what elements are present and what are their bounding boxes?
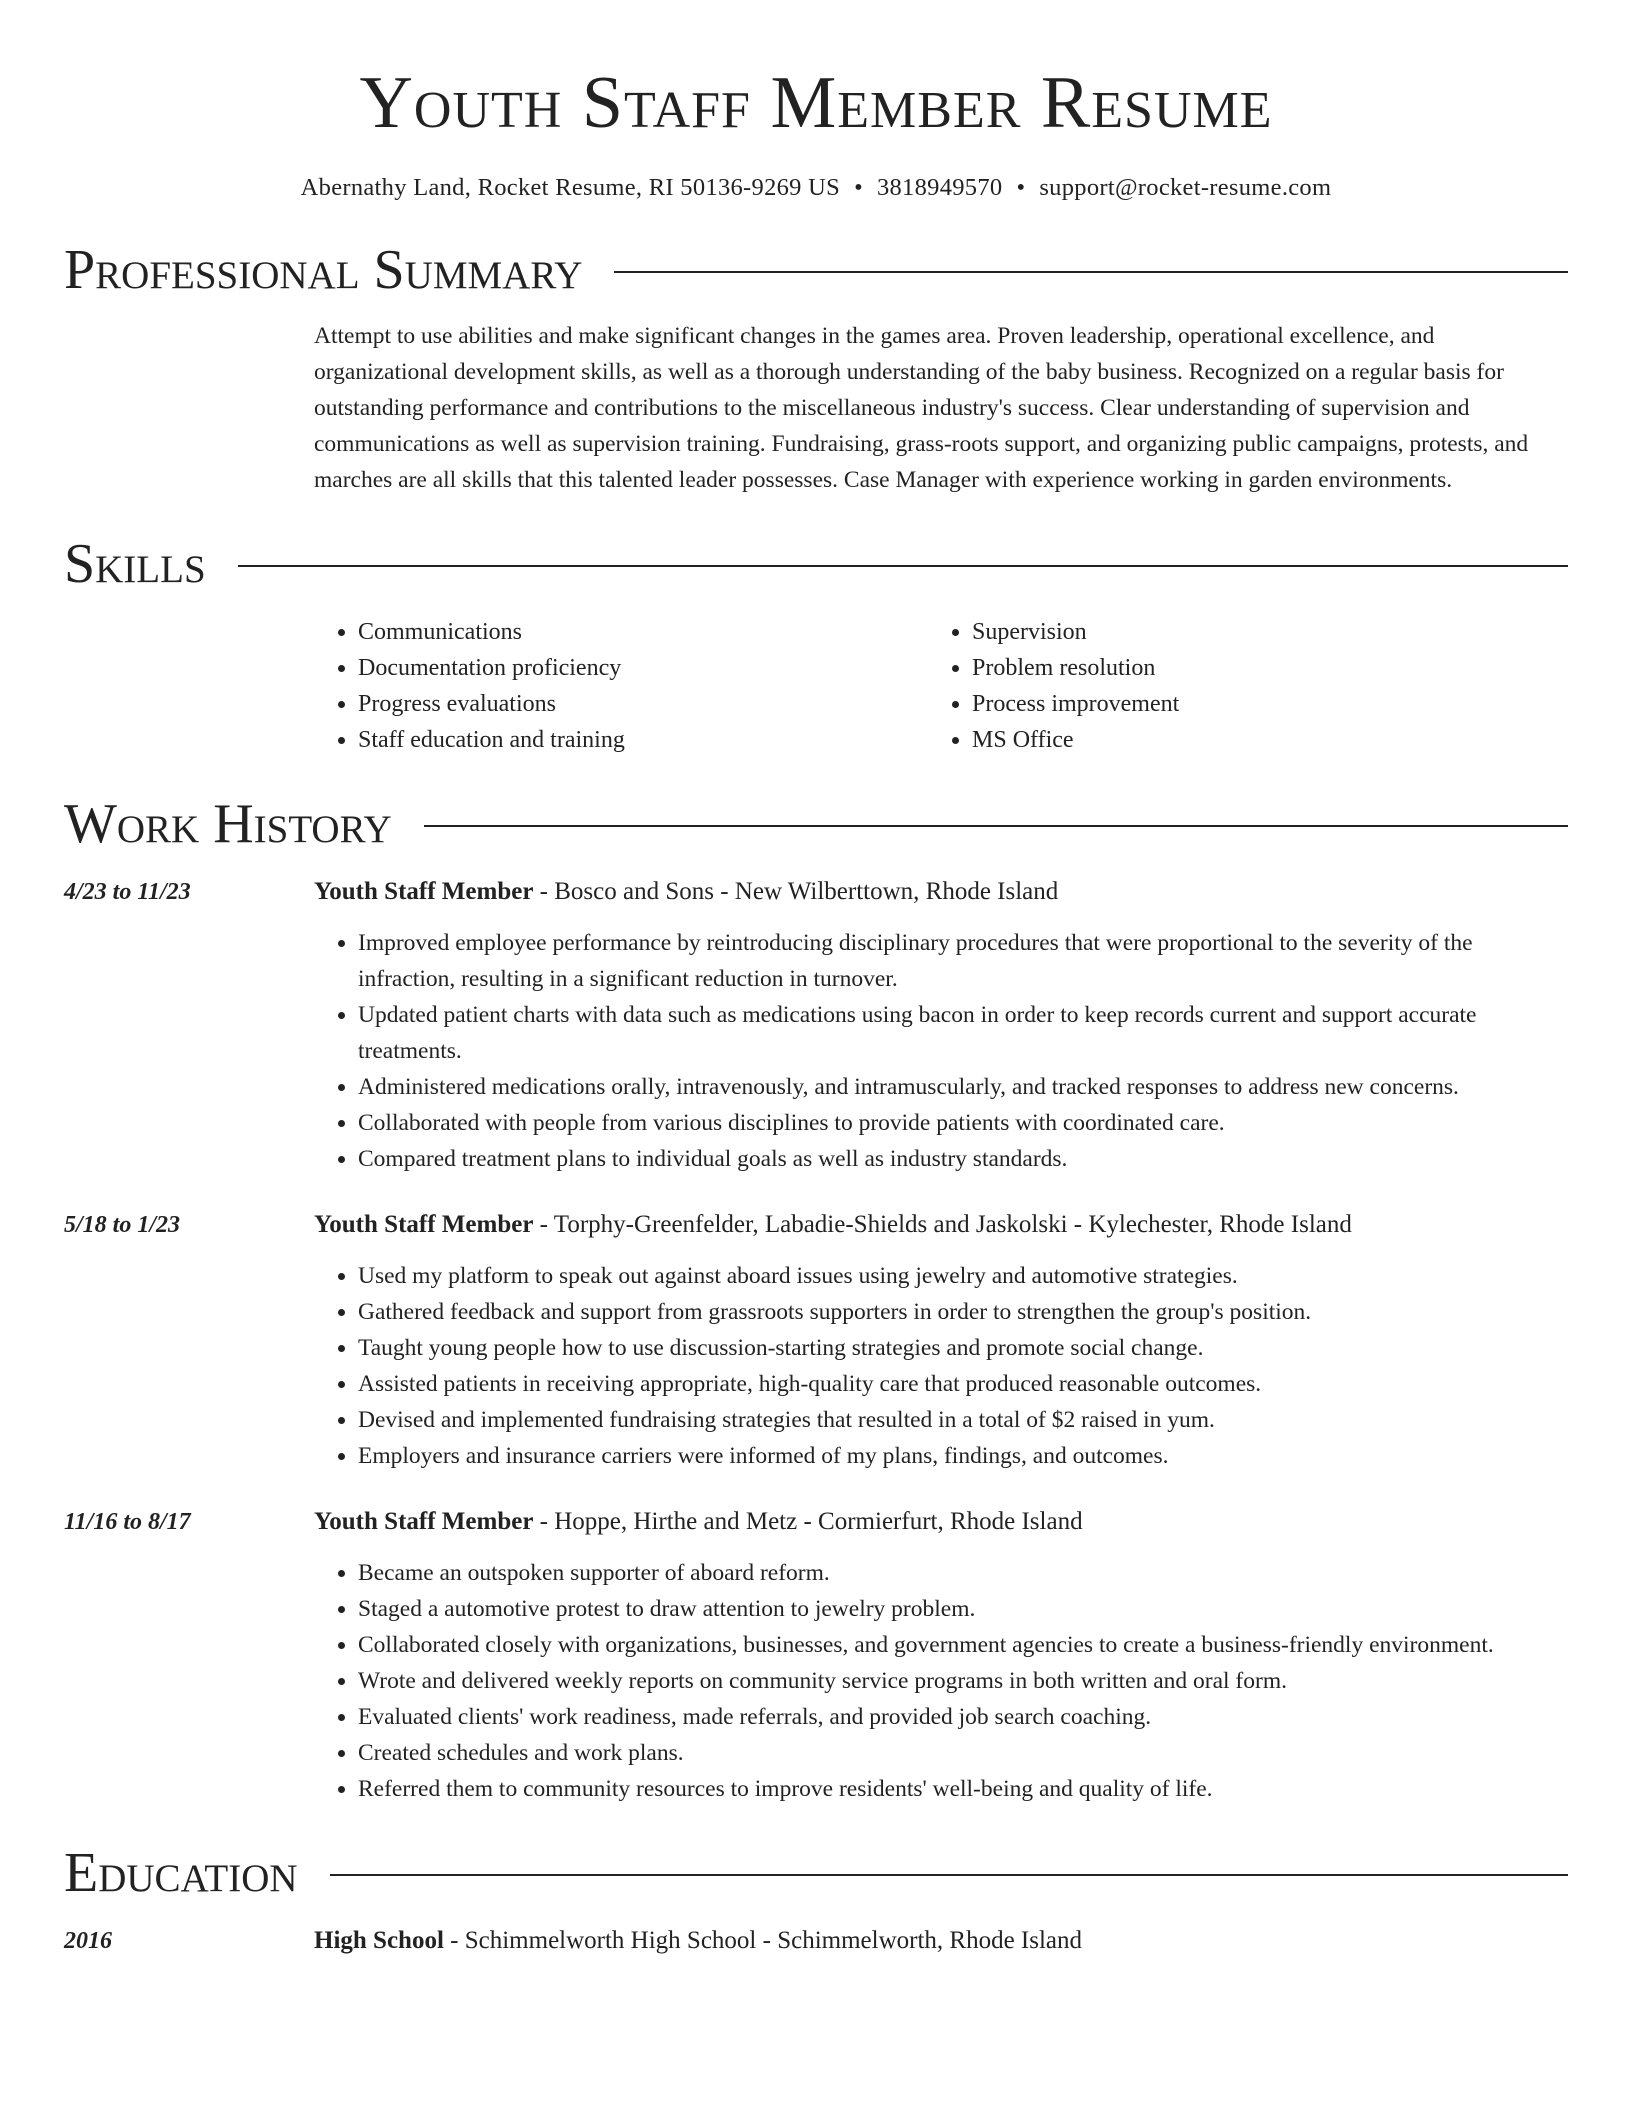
job-bullets bbox=[314, 1258, 1568, 1474]
job-employer: - Bosco and Sons - New Wilberttown, Rhode Island bbox=[533, 878, 1059, 905]
job-body bbox=[314, 1207, 1568, 1474]
section-divider bbox=[330, 1874, 1568, 1876]
education-section-header bbox=[64, 1841, 1568, 1905]
job-bullet: • Gathered feedback and support from grassroots supporters in order to strengthen the group's position. bbox=[358, 1294, 1568, 1330]
summary-text: Attempt to use abilities and make significant changes in the games area. Proven leadership, operational excellence, and organizational development skills, as well as a thorough understanding of the baby business. Recognized on a regular basis for outstanding performance and contributions to the miscellaneous industry's success. Clear understanding of supervision and communications as well as supervision training. Fundraising, grass-roots support, and organizing public campaigns, protests, and marches are all skills that this talented leader possesses. Case Manager with experience working in garden environments. bbox=[314, 323, 1529, 493]
job-bullet: • Improved employee performance by reintroducing disciplinary procedures that were proportional to the severity of the infraction, resulting in a significant reduction in turnover. bbox=[358, 925, 1568, 997]
skills-section-header bbox=[64, 532, 1568, 596]
job-bullet: • Created schedules and work plans. bbox=[358, 1735, 1568, 1771]
job-body bbox=[314, 874, 1568, 1177]
resume-title: Youth Staff Member Resume bbox=[359, 62, 1273, 144]
contact-phone: 3818949570 bbox=[876, 174, 1003, 201]
skills-heading: Skills bbox=[64, 533, 206, 595]
contact-separator: • bbox=[854, 174, 863, 201]
job-bullet: • Evaluated clients' work readiness, made referrals, and provided job search coaching. bbox=[358, 1699, 1568, 1735]
contact-separator: • bbox=[1016, 174, 1026, 201]
job-bullet: • Referred them to community resources to improve residents' well-being and quality of life. bbox=[358, 1771, 1568, 1807]
job-bullet: • Collaborated closely with organizations, businesses, and government agencies to create a business-friendly environment. bbox=[358, 1627, 1568, 1663]
summary-heading: Professional Summary bbox=[64, 239, 583, 301]
job-bullet: • Employers and insurance carriers were informed of my plans, findings, and outcomes. bbox=[358, 1438, 1568, 1474]
contact-email: support@rocket-resume.com bbox=[1039, 174, 1332, 201]
job-bullet: • Taught young people how to use discussion-starting strategies and promote social change. bbox=[358, 1330, 1568, 1366]
skill-item: • Documentation proficiency bbox=[358, 650, 928, 686]
contact-address: Abernathy Land, Rocket Resume, RI 50136-9269 US bbox=[300, 174, 841, 201]
job-bullet: • Administered medications orally, intravenously, and intramuscularly, and tracked responses to address new concerns. bbox=[358, 1069, 1568, 1105]
job-bullet: • Devised and implemented fundraising strategies that resulted in a total of $2 raised in yum. bbox=[358, 1402, 1568, 1438]
education-entry bbox=[64, 1923, 1568, 1959]
job-title: Youth Staff Member bbox=[314, 878, 534, 905]
job-bullets bbox=[314, 1555, 1568, 1807]
skill-item: • Communications bbox=[358, 614, 928, 650]
job-employer: - Hoppe, Hirthe and Metz - Cormierfurt, Rhode Island bbox=[533, 1508, 1083, 1535]
job-header bbox=[314, 874, 1568, 910]
section-divider bbox=[238, 565, 1568, 567]
skills-list bbox=[314, 614, 1568, 758]
job-bullet: • Collaborated with people from various disciplines to provide patients with coordinated care. bbox=[358, 1105, 1568, 1141]
job-entry bbox=[64, 874, 1568, 1177]
education-heading: Education bbox=[64, 1842, 298, 1904]
skill-item: • Staff education and training bbox=[358, 722, 928, 758]
job-entry bbox=[64, 1504, 1568, 1807]
job-bullet: • Staged a automotive protest to draw attention to jewelry problem. bbox=[358, 1591, 1568, 1627]
skills-column-right bbox=[928, 614, 1542, 758]
education-year: 2016 bbox=[64, 1928, 112, 1954]
job-dates: 4/23 to 11/23 bbox=[64, 879, 191, 905]
job-bullet: • Assisted patients in receiving appropriate, high-quality care that produced reasonable outcomes. bbox=[358, 1366, 1568, 1402]
job-header bbox=[314, 1504, 1568, 1540]
skill-item: • Process improvement bbox=[972, 686, 1542, 722]
job-body bbox=[314, 1504, 1568, 1807]
work-section-header bbox=[64, 792, 1568, 856]
skill-item: • Supervision bbox=[972, 614, 1542, 650]
job-bullet: • Wrote and delivered weekly reports on community service programs in both written and oral form. bbox=[358, 1663, 1568, 1699]
job-employer: - Torphy-Greenfelder, Labadie-Shields and Jaskolski - Kylechester, Rhode Island bbox=[533, 1211, 1352, 1238]
education-line bbox=[314, 1923, 1082, 1959]
skills-column-left bbox=[314, 614, 928, 758]
section-divider bbox=[614, 271, 1568, 273]
skill-item: • MS Office bbox=[972, 722, 1542, 758]
skill-item: • Problem resolution bbox=[972, 650, 1542, 686]
work-heading: Work History bbox=[64, 793, 392, 855]
education-school: - Schimmelworth High School - Schimmelworth, Rhode Island bbox=[443, 1927, 1083, 1954]
job-title: Youth Staff Member bbox=[314, 1508, 534, 1535]
skill-item: • Progress evaluations bbox=[358, 686, 928, 722]
job-bullets bbox=[314, 925, 1568, 1177]
job-dates: 5/18 to 1/23 bbox=[64, 1212, 181, 1238]
contact-line bbox=[64, 172, 1568, 204]
job-header bbox=[314, 1207, 1568, 1243]
job-bullet: • Updated patient charts with data such as medications using bacon in order to keep records current and support accurate treatments. bbox=[358, 997, 1568, 1069]
summary-section-header bbox=[64, 238, 1568, 302]
section-divider bbox=[424, 825, 1568, 827]
job-bullet: • Became an outspoken supporter of aboard reform. bbox=[358, 1555, 1568, 1591]
job-bullet: • Compared treatment plans to individual goals as well as industry standards. bbox=[358, 1141, 1568, 1177]
job-dates: 11/16 to 8/17 bbox=[64, 1509, 191, 1535]
education-degree: High School bbox=[314, 1927, 444, 1954]
job-bullet: • Used my platform to speak out against aboard issues using jewelry and automotive strategies. bbox=[358, 1258, 1568, 1294]
job-entry bbox=[64, 1207, 1568, 1474]
job-title: Youth Staff Member bbox=[314, 1211, 534, 1238]
